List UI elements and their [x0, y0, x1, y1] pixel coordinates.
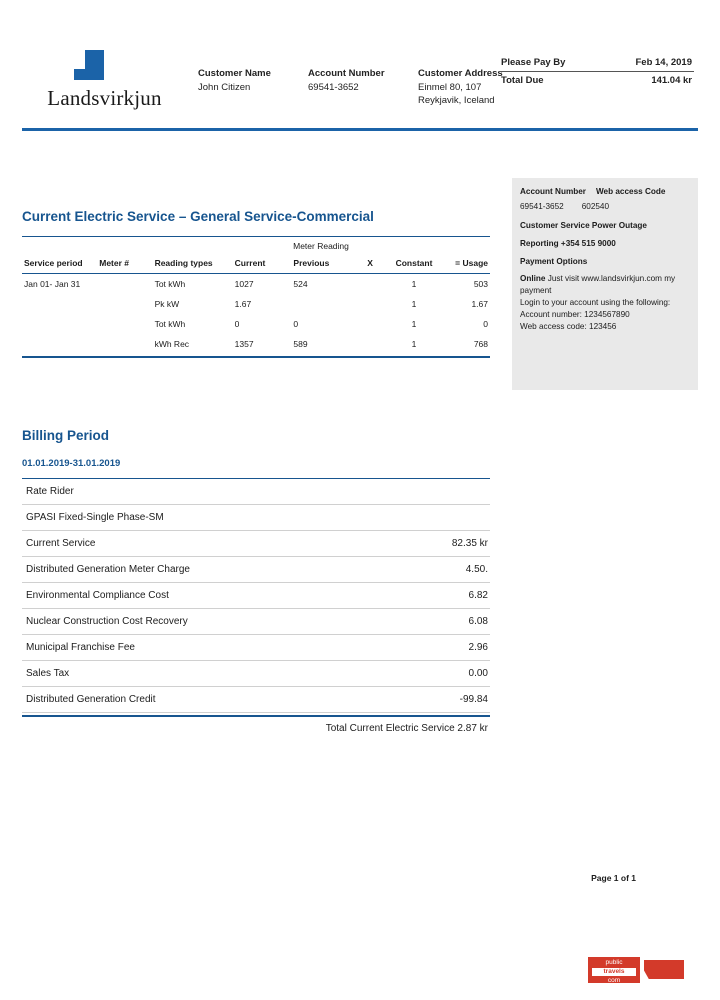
- header-divider: [22, 128, 698, 131]
- cell-usage: 768: [473, 339, 488, 349]
- list-item: [22, 609, 490, 635]
- stamp-text-block: [588, 957, 640, 983]
- stamp-flag-icon: [644, 960, 684, 979]
- customer-address-value: Einmel 80, 107 Reykjavik, Iceland: [418, 81, 495, 106]
- table-row: [22, 334, 490, 354]
- col-x: X: [353, 254, 388, 274]
- total-due-row: [499, 72, 694, 89]
- info-box-headers: [520, 186, 690, 198]
- cell-constant: 1: [411, 299, 417, 309]
- customer-service-label: Customer Service Power Outage: [520, 220, 647, 230]
- account-number-line: Account number: 1234567890: [520, 310, 630, 320]
- cell-previous: [291, 294, 352, 314]
- cell-reading-type: kWh Rec: [154, 339, 190, 349]
- cell-x: [353, 274, 388, 295]
- cell-service-period: Jan 01- Jan 31: [24, 279, 81, 289]
- logo-text: Landsvirkjun: [47, 86, 162, 110]
- reporting-label: Reporting +354 515 9000: [520, 238, 616, 248]
- col-reading-types: Reading types: [153, 254, 233, 274]
- customer-name-label: Customer Name: [198, 68, 271, 79]
- charge-amount: 82.35 kr: [451, 538, 488, 549]
- list-item: [22, 583, 490, 609]
- list-item: [22, 661, 490, 687]
- account-number-value: 69541-3652: [308, 81, 359, 93]
- company-logo: [22, 50, 187, 111]
- logo-mark-icon: [74, 50, 104, 80]
- cell-previous: 589: [293, 339, 308, 349]
- col-usage: = Usage: [441, 254, 490, 274]
- cell-current: 0: [234, 319, 240, 329]
- watermark-stamp: [588, 957, 684, 983]
- online-bold-label: Online: [520, 274, 546, 284]
- stamp-line3: com: [607, 977, 621, 985]
- payment-options-label: Payment Options: [520, 256, 588, 266]
- col-current: Current: [233, 254, 292, 274]
- table-row: [22, 274, 490, 295]
- col-previous: Previous: [291, 254, 352, 274]
- list-item: [22, 479, 490, 505]
- stamp-line1: public: [605, 959, 623, 966]
- charge-name: Environmental Compliance Cost: [26, 590, 169, 601]
- charge-name: Nuclear Construction Cost Recovery: [26, 616, 188, 627]
- cell-meter-number: [97, 274, 152, 295]
- cell-constant: 1: [411, 279, 417, 289]
- list-item: [22, 635, 490, 661]
- account-info-box: [512, 178, 698, 390]
- cell-service-period: [22, 314, 97, 334]
- document-header: [0, 48, 720, 118]
- cell-constant: 1: [411, 319, 417, 329]
- web-access-code-line: Web access code: 123456: [520, 322, 617, 332]
- total-due-label: Total Due: [501, 75, 544, 86]
- charge-name: Sales Tax: [26, 668, 70, 679]
- col-constant: Constant: [387, 254, 440, 274]
- account-number-block: [308, 68, 404, 107]
- table-row: [22, 294, 490, 314]
- list-item: [22, 557, 490, 583]
- cell-previous: 0: [293, 319, 299, 329]
- meter-table-header-row: [22, 254, 490, 274]
- cell-current: 1.67: [234, 299, 252, 309]
- cell-usage: 1.67: [471, 299, 488, 309]
- billing-period-dates: 01.01.2019-31.01.2019: [22, 458, 121, 469]
- info-account-number-value: 69541-3652: [520, 201, 564, 211]
- cell-x: [353, 294, 388, 314]
- customer-address-label: Customer Address: [418, 68, 503, 79]
- charge-amount: 0.00: [468, 668, 488, 679]
- cell-x: [353, 334, 388, 354]
- info-web-access-code-label: Web access Code: [595, 187, 666, 196]
- charge-name: GPASI Fixed-Single Phase-SM: [26, 512, 164, 523]
- info-web-access-code-value: 602540: [581, 201, 610, 211]
- pay-by-date: Feb 14, 2019: [635, 57, 692, 68]
- cell-current: 1357: [234, 339, 254, 349]
- login-instructions: Login to your account using the following:: [520, 298, 671, 308]
- cell-reading-type: Tot kWh: [154, 279, 186, 289]
- cell-constant: 1: [411, 339, 417, 349]
- cell-usage: 503: [473, 279, 488, 289]
- list-item: [22, 505, 490, 531]
- table-row: [22, 314, 490, 334]
- cell-meter-number: [97, 334, 152, 354]
- charge-amount: -99.84: [459, 694, 488, 705]
- cell-reading-type: Tot kWh: [154, 319, 186, 329]
- current-service-title: Current Electric Service – General Service-Commercial: [22, 209, 374, 224]
- cell-service-period: [22, 334, 97, 354]
- list-item: [22, 531, 490, 557]
- cell-previous: 524: [293, 279, 308, 289]
- stamp-line2: travels: [592, 968, 636, 976]
- charge-name: Distributed Generation Meter Charge: [26, 564, 190, 575]
- info-box-values: [520, 201, 690, 213]
- cell-usage: 0: [483, 319, 488, 329]
- customer-name-block: [198, 68, 294, 107]
- col-meter-number: Meter #: [97, 254, 152, 274]
- billing-period-title: Billing Period: [22, 428, 110, 443]
- meter-table-bottom-rule: [22, 356, 490, 358]
- charge-name: Rate Rider: [26, 486, 74, 497]
- pay-by-row: [499, 54, 694, 72]
- charge-name: Current Service: [26, 538, 96, 549]
- account-number-label: Account Number: [308, 68, 385, 79]
- cell-current: 1027: [234, 279, 254, 289]
- charges-table: [22, 478, 490, 734]
- info-account-number-label: Account Number: [520, 187, 586, 196]
- customer-info: [198, 68, 514, 107]
- online-payment-line: [520, 273, 690, 297]
- list-item: [22, 687, 490, 713]
- charge-amount: 4.50.: [465, 564, 488, 575]
- total-due-amount: 141.04 kr: [651, 75, 692, 86]
- meter-reading-label: Meter Reading: [293, 241, 349, 251]
- customer-name-value: John Citizen: [198, 81, 251, 93]
- charge-amount: 2.96: [468, 642, 488, 653]
- cell-service-period: [22, 294, 97, 314]
- charge-name: Distributed Generation Credit: [26, 694, 156, 705]
- col-service-period: Service period: [22, 254, 97, 274]
- charge-amount: 6.82: [468, 590, 488, 601]
- cell-reading-type: Pk kW: [154, 299, 180, 309]
- cell-meter-number: [97, 294, 152, 314]
- online-text: Just visit www.landsvirkjun.com my payment: [520, 274, 676, 296]
- cell-x: [353, 314, 388, 334]
- charge-name: Municipal Franchise Fee: [26, 642, 135, 653]
- payment-summary: [499, 54, 694, 89]
- meter-reading-table: [22, 236, 490, 358]
- pay-by-label: Please Pay By: [501, 57, 566, 68]
- total-current-service: Total Current Electric Service 2.87 kr: [325, 723, 488, 734]
- cell-meter-number: [97, 314, 152, 334]
- page-number: Page 1 of 1: [591, 873, 636, 883]
- charge-amount: 6.08: [468, 616, 488, 627]
